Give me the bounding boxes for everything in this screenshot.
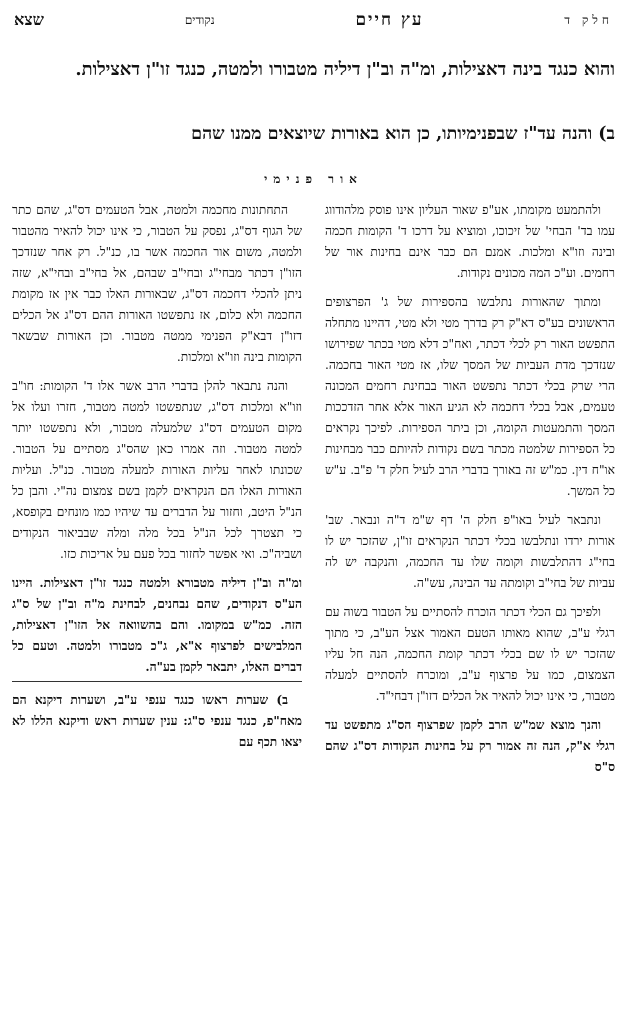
paragraph: ומתוך שהאורות נתלבשו בהספירות של ג' הפרצופים הראשונים בע"ס דא"ק רק בדרך מטי ולא מטי, דהיינו מתחלה התפשט האור רק לכלי דכתר, ואח"כ דלא מטי בכתר שפירושו שנזדכך מדת העביות של המסך שלו, אז מטי האור בחכמה. הרי שרק בכלי דכתר נתפשט האור בבחינת רחמים המכונה טעמים, אבל בכלי דחכמה לא הגיע האור אלא אחר הזדככות המסך והתמעטות הקומה, וכן ביתר הספירות. לפיכך נקראים כל הספירות שלמטה מכתר בשם נקודות להיותם כבר מבחינות או"ח דין. כמ"ש זה באורך בדברי הרב לעיל חלק ד' פ"ב. ע"ש כל המשך.: [325, 295, 615, 498]
paragraph: התחתונות מחכמה ולמטה, אבל הטעמים דס"ג, שהם כתר של הגוף דס"ג, נפסק על הטבור, כי אינו יכול להאיר מהטבור ולמטה, משום אור החכמה אשר בו, כנ"ל. רק אחר שנזדכך הזו"ן דכתר מבחי"ג ובחי"ב שבהם, אל בחי"ב ובחי"א, שזה ניתן להכלי דחכמה דס"ג, שבאורות האלו כבר אין אז מקומת החכמה ולא כלום, אז נתפשטו האורות ההם דס"ג אל הכלים דזו"ן דבא"ק הפנימי ממטה מטבור. וכן האורות שבשאר הקומות בינה וזו"א ומלכות.: [12, 203, 302, 364]
part-label: חלק ד: [564, 12, 613, 27]
paragraph: ולפיכך גם הכלי דכתר הוכרח להסתיים על הטבור בשוה עם רגלי ע"ב, שהוא מאותו הטעם האמור אצל הע"ב, כי מתוך שהזכר יש לו שם בכלי דכתר קומת החכמה, הנה חל עליו הצמצום, כמו על פרצוף ע"ב, ומוכרח להסתיים למעלה מטבור, כי אינו יכול להאיר אל הכלים דזו"ן דבחי"ד.: [325, 605, 615, 703]
right-column: [325, 200, 615, 1020]
book-title: עץ חיים: [355, 10, 424, 30]
lead-text: והוא כנגד בינה דאצילות, ומ"ה וב"ן דיליה מטבורו ולמטה, כנגד זו"ן דאצילות.: [75, 59, 615, 80]
page-header: [14, 8, 613, 32]
paragraph: והנה נתבאר להלן בדברי הרב אשר אלו ד' הקומות: חו"ב וזו"א ומלכות דס"ג, שנתפשטו למטה מטבור, חזרו ועלו אל מקום הטעמים דס"ג שלמעלה מטבור, ולא נתפשטו יותר למטה מטבור. וזה אמרו כאן שהס"ג מסתיים על הטבור. שכונתו לאחר עליות האורות למעלה מטבור. כנ"ל. ועליות האורות האלו הם הנקראים לקמן בשם צמצום נה"י. והבן כל הנ"ל היטב, וחזור על הדברים עד שיהיו כמו מונחים בקופסא, כי תצטרך לכל הנ"ל בכל מלה ומלה שבביאור הנקודים ושביה"כ. ואי אפשר לחזור בכל פעם על אריכות כזו.: [12, 379, 302, 561]
paragraph: ב) שערות ראשו כנגד ענפי ע"ב, ושערות דיקנא הם מאח"פ, כנגד ענפי ס"ג: ענין שערות ראש ודיקנא הללו לא יצאו תכף עם: [12, 693, 302, 749]
commentary-title: אור פנימי: [264, 172, 363, 186]
page-number: שצא: [14, 10, 44, 29]
subheading: ב) והנה עד"ז שבפנימיותו, כן הוא באורות שיוצאים ממנו שהם: [191, 124, 615, 144]
section-label: נקודים: [184, 12, 215, 27]
left-column: [12, 200, 302, 1020]
paragraph: ונתבאר לעיל באו"פ חלק ה' דף ש"מ ד"ה ונבאר. שב' אורות ירדו ונתלבשו בכלי דכתר הנקראים זו"ן, שהזכר יש לו בחי"ג דהתלבשות וקומה שלו עד החכמה, והנקבה יש לה עביות של בחי"ב וקומתה עד הבינה, עש"ה.: [325, 513, 615, 590]
paragraph: והנך מוצא שמ"ש הרב לקמן שפרצוף הס"ג מתפשט עד רגלי א"ק, הנה זה אמור רק על בחינות הנקודות דס"ג שהם ס"ס: [325, 718, 615, 774]
paragraph: ולהתמעט מקומתו, אע"פ שאור העליון אינו פוסק מלהודווג עמו בד' הבחי' של זיכוכו, ומוציא על דרכו ד' הקומות חכמה ובינה וזו"א ומלכות. אמנם הם כבר אינם בחינות אור של רחמים. וע"כ המה מכונים נקודות.: [325, 203, 615, 280]
paragraph: ומ"ה וב"ן דיליה מטבורא ולמטה כנגד זו"ן דאצילות. היינו הע"ס דנקודים, שהם נבחנים, לבחינת מ"ה וב"ן של ס"ג הזה. כמ"ש במקומו. והם בהשוואה אל הזו"ן דאצילות, המלבישים לפרצוף א"א, ג"כ מטבורו ולמטה. וטעם כל דברים האלו, יתבאר לקמן בע"ה.: [12, 573, 302, 682]
